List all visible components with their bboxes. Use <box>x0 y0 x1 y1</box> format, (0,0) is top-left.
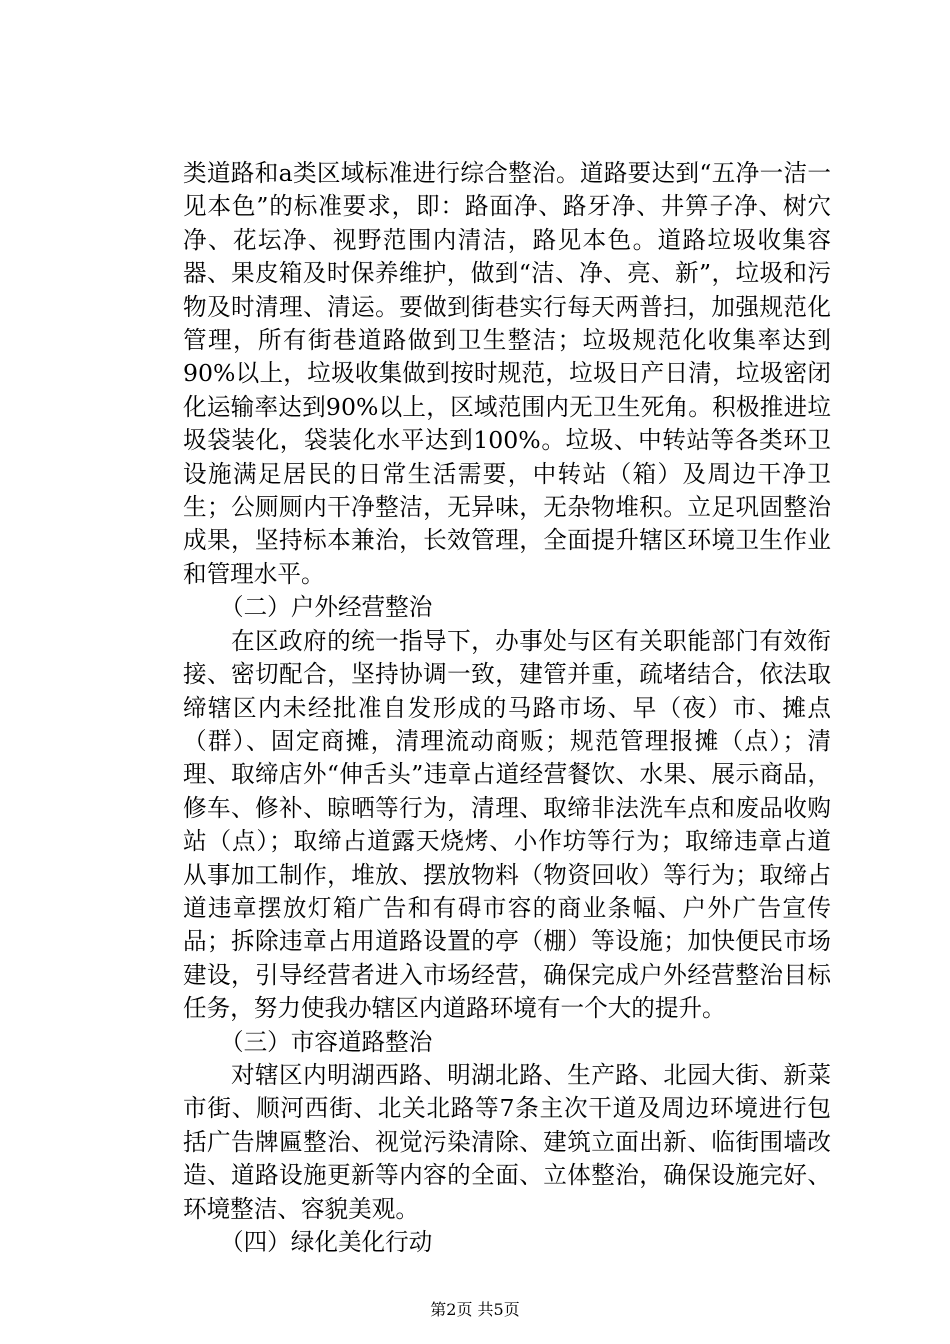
paragraph-outdoor-business: 在区政府的统一指导下，办事处与区有关职能部门有效衔接、密切配合，坚持协调一致，建管并重，疏堵结合，依法取缔辖区内未经批准自发形成的马路市场、早（夜）市、摊点（群）、固定商摊，清理流动商贩；规范管理报摊（点）；清理、取缔店外“伸舌头”违章占道经营餐饮、水果、展示商品，修车、修补、晾晒等行为，清理、取缔非法洗车点和废品收购站（点）；取缔占道露天烧烤、小作坊等行为；取缔违章占道从事加工制作，堆放、摆放物料（物资回收）等行为；取缔占道违章摆放灯箱广告和有碍市容的商业条幅、户外广告宣传品；拆除违章占用道路设置的亭（棚）等设施；加快便民市场建设，引导经营者进入市场经营，确保完成户外经营整治目标任务，努力使我办辖区内道路环境有一个大的提升。 <box>183 626 831 1023</box>
section-heading-outdoor-business: （二）户外经营整治 <box>220 593 433 622</box>
paragraph-environmental-sanitation: 类道路和a类区域标准进行综合整治。道路要达到“五净一洁一见本色”的标准要求，即：路面净、路牙净、井箅子净、树穴净、花坛净、视野范围内清洁，路见本色。道路垃圾收集容器、果皮箱及时保养维护，做到“洁、净、亮、新”，垃圾和污物及时清理、清运。要做到街巷实行每天两普扫，加强规范化管理，所有街巷道路做到卫生整洁；垃圾规范化收集率达到90%以上，垃圾收集做到按时规范，垃圾日产日清，垃圾密闭化运输率达到90%以上，区域范围内无卫生死角。积极推进垃圾袋装化，袋装化水平达到100%。垃圾、中转站等各类环卫设施满足居民的日常生活需要，中转站（箱）及周边干净卫生；公厕厕内干净整洁，无异味，无杂物堆积。立足巩固整治成果，坚持标本兼治，长效管理，全面提升辖区环境卫生作业和管理水平。 <box>183 159 831 588</box>
page-footer <box>0 1300 950 1320</box>
document-body <box>183 157 831 1259</box>
section-heading-city-roads: （三）市容道路整治 <box>220 1027 433 1056</box>
section-heading-greening: （四）绿化美化行动 <box>220 1228 433 1256</box>
paragraph-city-roads: 对辖区内明湖西路、明湖北路、生产路、北园大街、新菜市街、顺河西街、北关北路等7条主次干道及周边环境进行包括广告牌匾整治、视觉污染清除、建筑立面出新、临街围墙改造、道路设施更新等内容的全面、立体整治，确保设施完好、环境整洁、容貌美观。 <box>183 1060 831 1223</box>
page-number-label: 第2页 共5页 <box>430 1300 520 1319</box>
